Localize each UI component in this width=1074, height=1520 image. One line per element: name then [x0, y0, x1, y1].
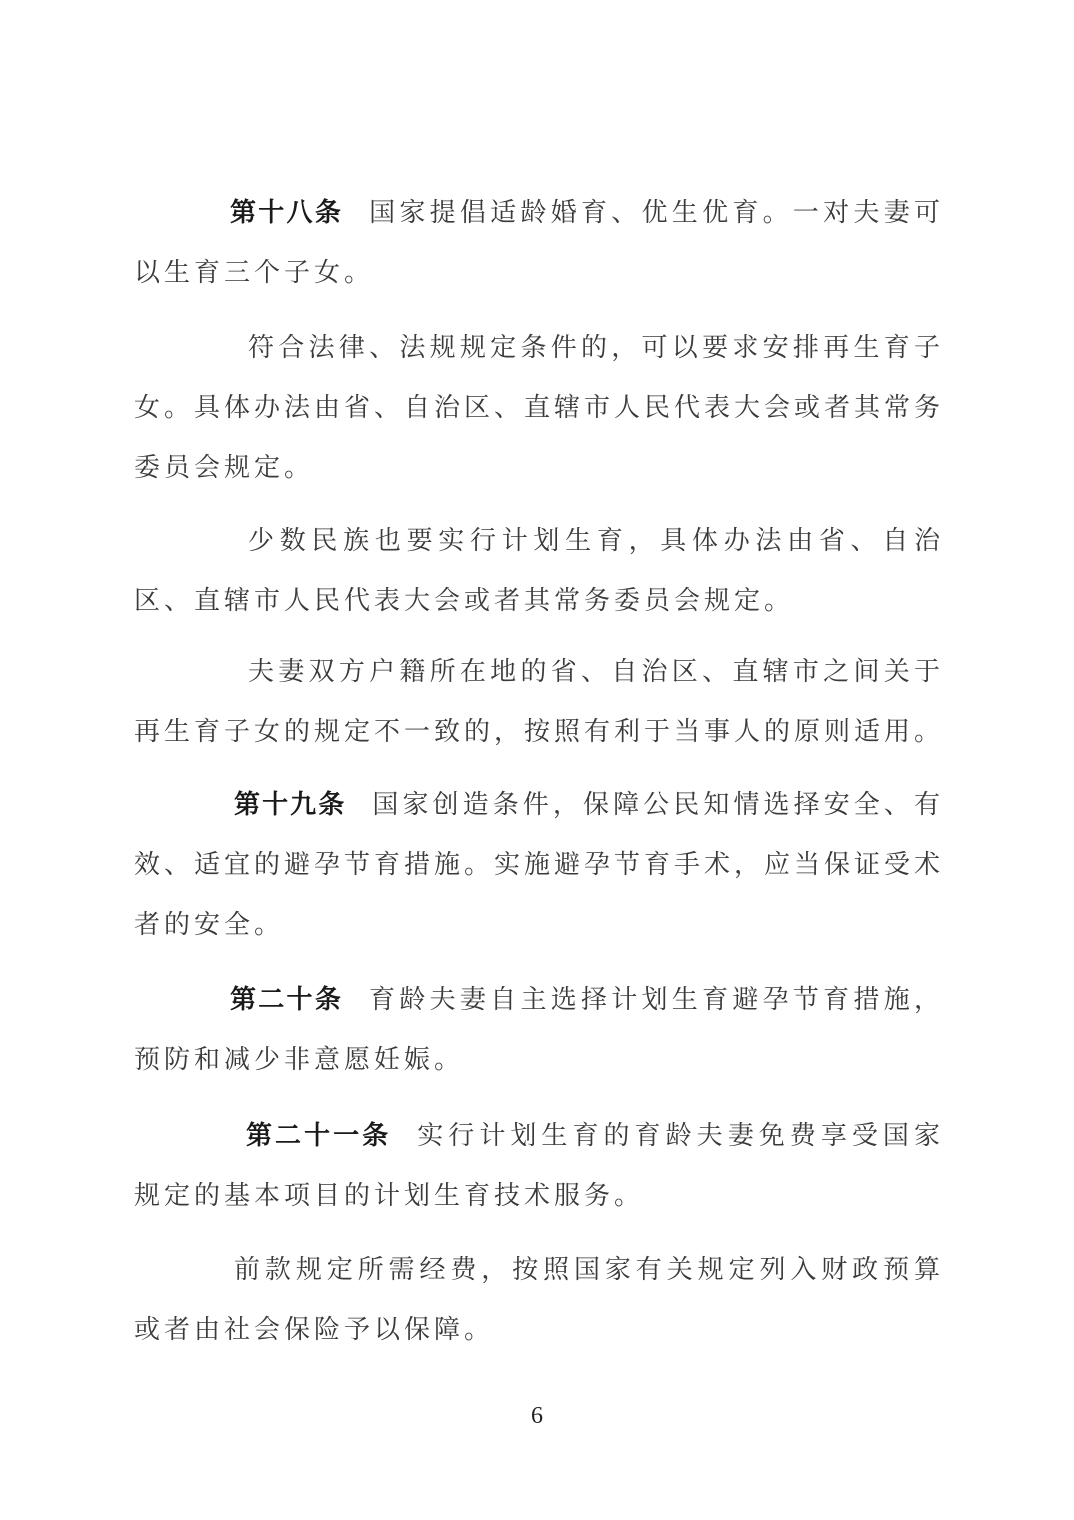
- article-label: 第二十条: [230, 985, 344, 1015]
- paragraph-text: 符合法律、法规规定条件的，可以要求安排再生育子女。具体办法由省、自治区、直辖市人民代表大会或者其常务委员会规定。: [134, 333, 945, 483]
- article-18-paragraph-3: [134, 511, 944, 631]
- article-label: 第十九条: [234, 790, 347, 820]
- paragraph-text: 国家提倡适龄婚育、优生优育。一对夫妻可以生育三个子女。: [134, 198, 944, 288]
- page-number: 6: [531, 1403, 543, 1429]
- paragraph-text: 实行计划生育的育龄夫妻免费享受国家规定的基本项目的计划生育技术服务。: [134, 1121, 944, 1211]
- article-18-paragraph-4: [134, 642, 944, 762]
- article-18-paragraph-2: [134, 318, 944, 498]
- paragraph-text: 前款规定所需经费，按照国家有关规定列入财政预算或者由社会保险予以保障。: [134, 1255, 944, 1345]
- article-21-paragraph-2: [134, 1240, 944, 1360]
- paragraph-text: 夫妻双方户籍所在地的省、自治区、直辖市之间关于再生育子女的规定不一致的，按照有利于当事人的原则适用。: [134, 657, 945, 747]
- article-label: 第十八条: [230, 198, 344, 228]
- paragraph-text: 国家创造条件，保障公民知情选择安全、有效、适宜的避孕节育措施。实施避孕节育手术，应当保证受术者的安全。: [134, 790, 945, 940]
- article-20-paragraph: [134, 970, 944, 1090]
- article-18-paragraph: [134, 183, 944, 303]
- article-label: 第二十一条: [246, 1121, 392, 1151]
- article-21-paragraph: [134, 1106, 944, 1226]
- paragraph-text: 少数民族也要实行计划生育，具体办法由省、自治区、直辖市人民代表大会或者其常务委员会规定。: [134, 526, 944, 616]
- article-19-paragraph: [134, 775, 944, 955]
- paragraph-text: 育龄夫妻自主选择计划生育避孕节育措施，预防和减少非意愿妊娠。: [134, 985, 944, 1075]
